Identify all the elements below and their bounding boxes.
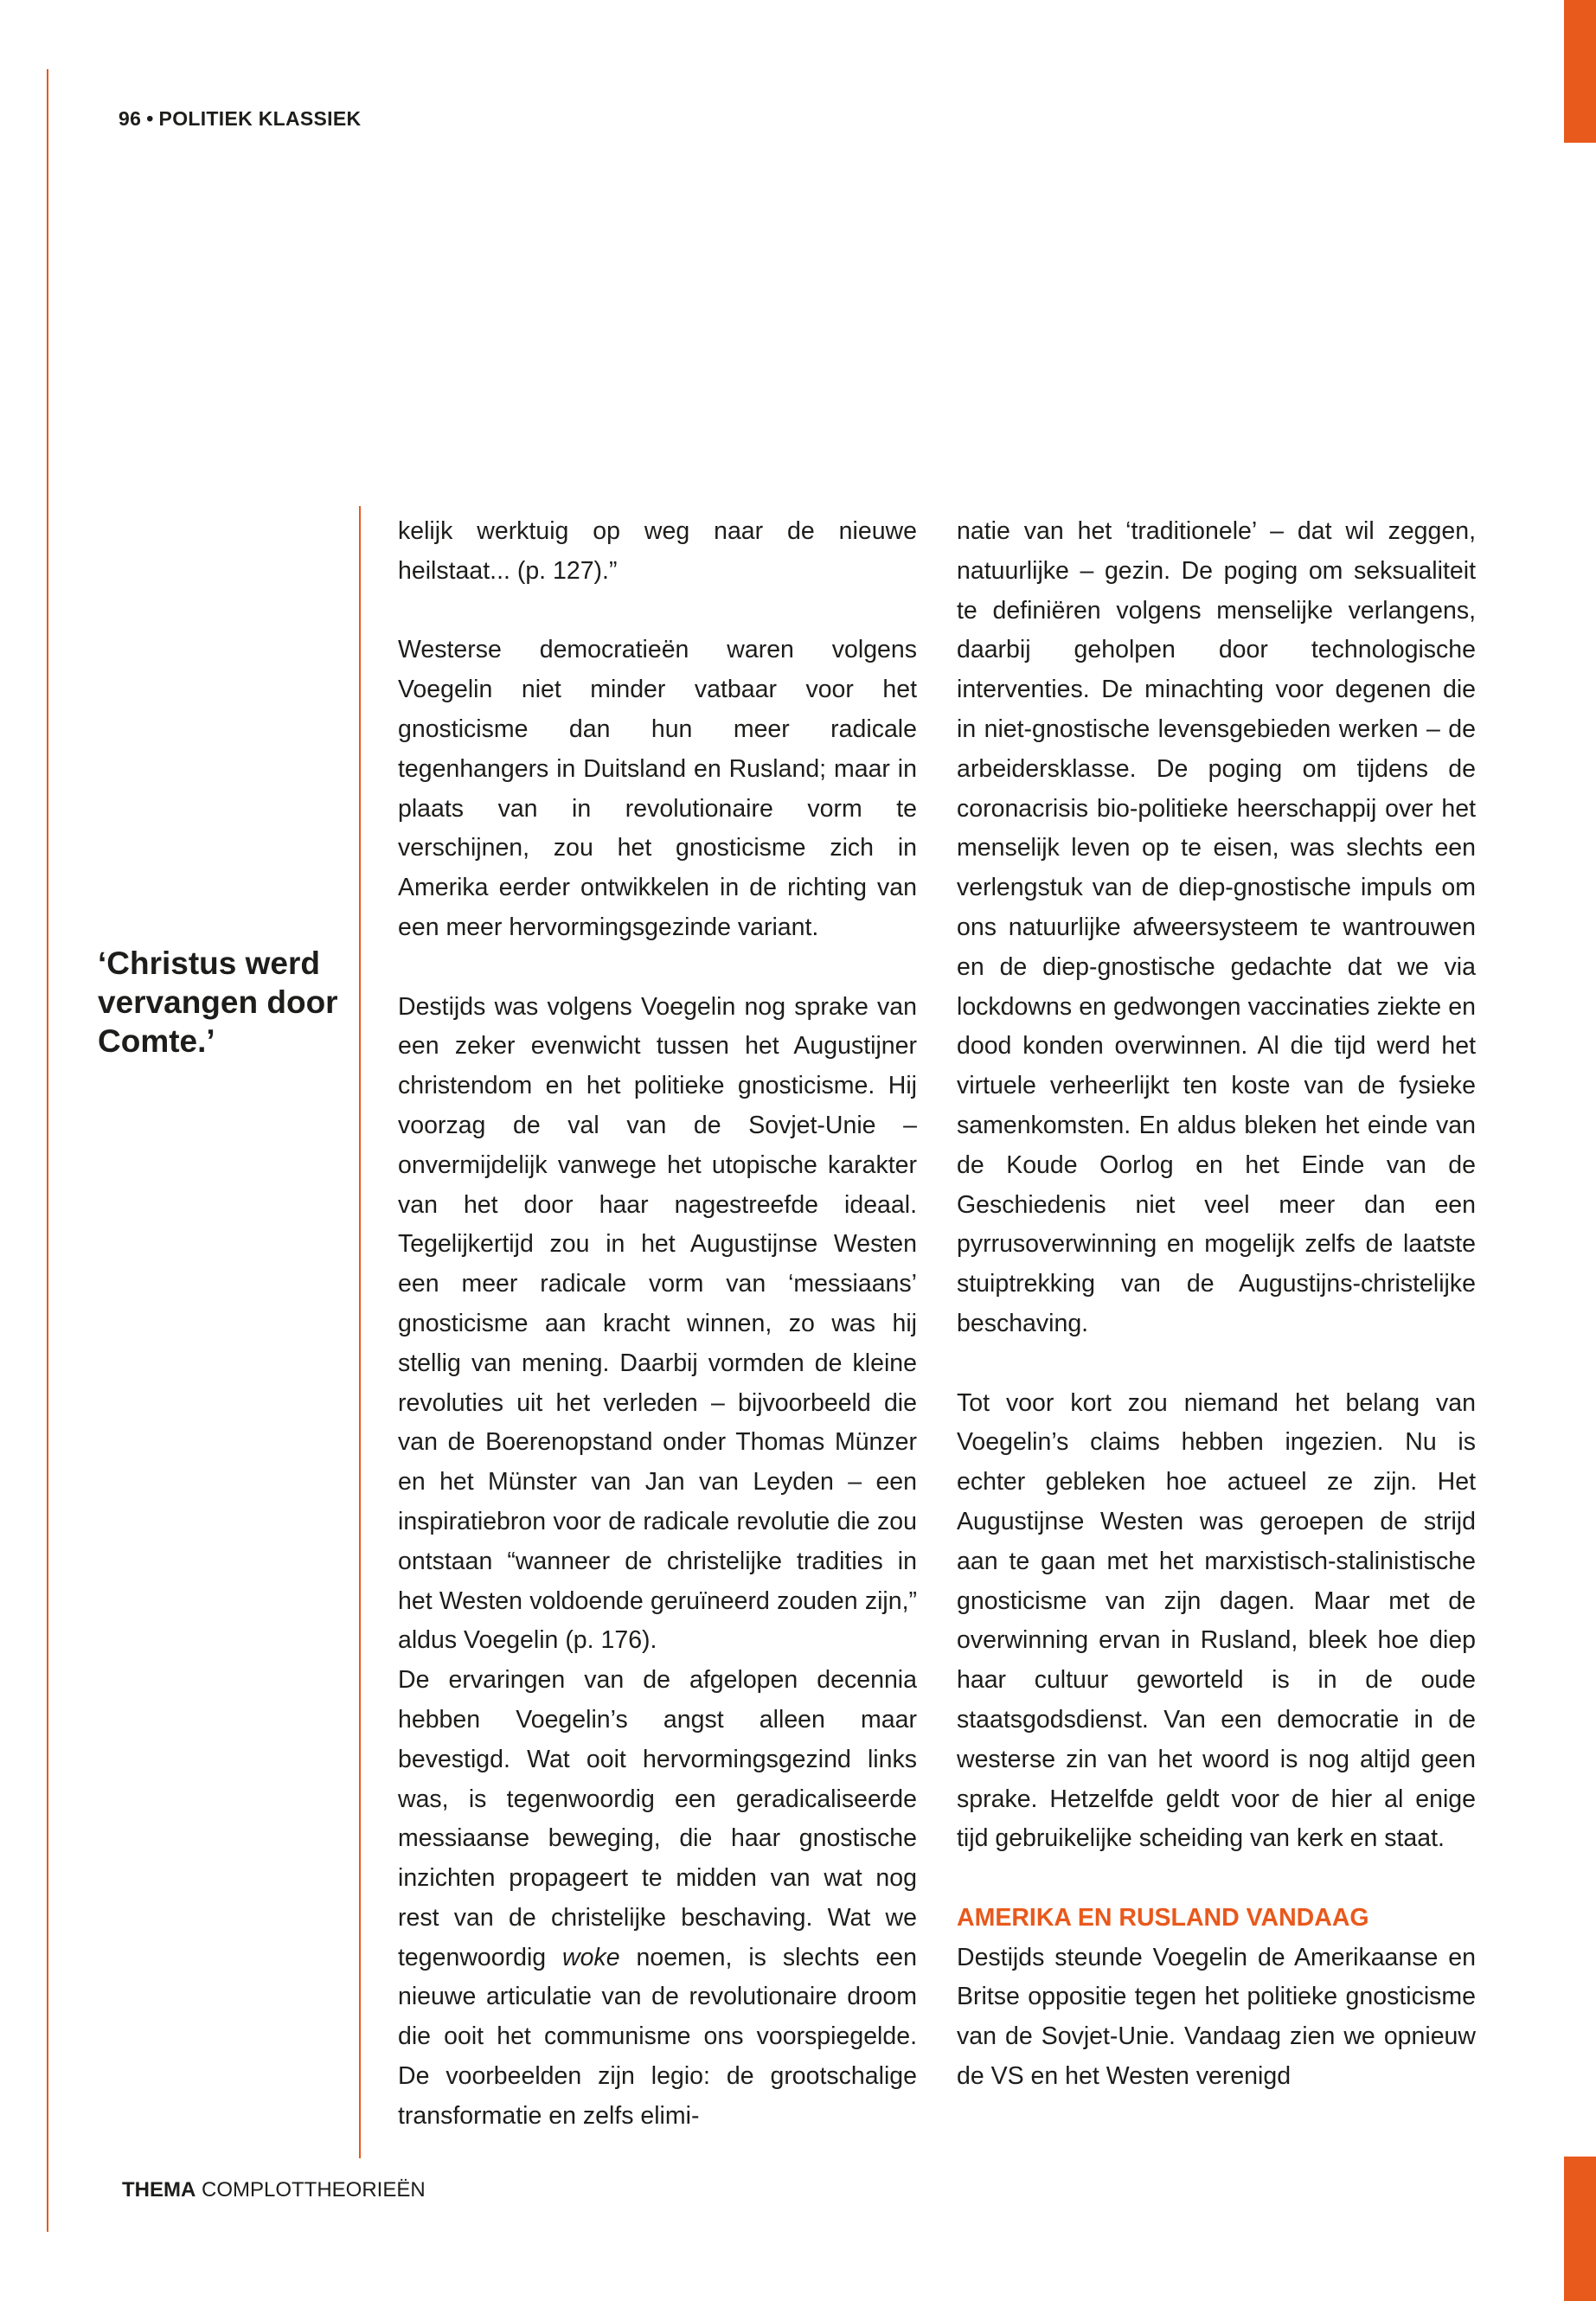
running-footer xyxy=(122,2178,426,2202)
page-tab-bottom xyxy=(1564,2157,1596,2301)
paragraph: Westerse democratieën waren volgens Voegelin niet minder vatbaar voor het gnosticisme dan hun meer radicale tegenhangers in Duitsland en Rusland; maar in plaats van in revolutionaire vorm te verschijnen, zou het gnosticisme zich in Amerika eerder ontwikkelen in de richting van een meer hervormingsgezinde variant. xyxy=(398,636,917,941)
paragraph xyxy=(398,1661,917,2137)
header-separator: • xyxy=(146,107,154,130)
paragraph-text: noemen, is slechts een nieuwe articulatie van de revolutionaire droom die ooit het communisme ons voorspiegelde. De voorbeelden zijn legio: de grootschalige transformatie en zelfs elimi- xyxy=(398,1943,917,2130)
page-tab-top xyxy=(1564,0,1596,143)
running-header xyxy=(119,107,361,131)
paragraph: Destijds was volgens Voegelin nog sprake van een zeker evenwicht tussen het Augustijner christendom en het politieke gnosticisme. Hij voorzag de val van de Sovjet-Unie – onvermijdelijk vanwege het utopische karakter van het door haar nagestreefde ideaal. Tegelijkertijd zou in het Augustijnse Westen een meer radicale vorm van ‘messiaans’ gnosticisme aan kracht winnen, zo was hij stellig van mening. Daarbij vormden de kleine revoluties uit het verleden – bijvoorbeeld die van de Boerenopstand onder Thomas Münzer en het Münster van Jan van Leyden – een inspiratiebron voor de radicale revolutie die zou ontstaan “wanneer de christelijke tradities in het Westen voldoende geruïneerd zouden zijn,” aldus Voegelin (p. 176). xyxy=(398,992,917,1655)
paragraph-text: De ervaringen van de afgelopen decennia hebben Voegelin’s angst alleen maar bevestigd. Wat ooit hervormingsgezind links was, is tegenwoordig een geradicaliseerde messiaanse beweging, die haar gnostische inzichten propageert te midden van wat nog rest van de christelijke beschaving. Wat we tegenwoordig xyxy=(398,1666,917,1971)
section-title: POLITIEK KLASSIEK xyxy=(158,107,362,130)
footer-topic: COMPLOTTHEORIEËN xyxy=(202,2178,426,2202)
text-column-1 xyxy=(398,512,917,2137)
text-column-2 xyxy=(957,512,1476,2097)
paragraph: kelijk werktuig op weg naar de nieuwe heilstaat... (p. 127).” xyxy=(398,517,917,585)
footer-thema: THEMA xyxy=(122,2178,196,2202)
paragraph: Destijds steunde Voegelin de Amerikaanse en Britse oppositie tegen het politieke gnosticisme van de Sovjet-Unie. Vandaag zien we opnieuw de VS en het Westen verenigd xyxy=(957,1943,1476,2091)
pull-quote: ‘Christus werd vervangen door Comte.’ xyxy=(98,945,338,1059)
paragraph: Tot voor kort zou niemand het belang van Voegelin’s claims hebben ingezien. Nu is echter gebleken hoe actueel ze zijn. Het Augustijnse Westen was geroepen de strijd aan te gaan met het marxistisch-stalinistische gnosticisme van zijn dagen. Maar met de overwinning ervan in Rusland, bleek hoe diep haar cultuur geworteld is in de oude staatsgodsdienst. Van een democratie in de westerse zin van het woord is nog altijd geen sprake. Hetzelfde geldt voor de hier al enige tijd gebruikelijke scheiding van kerk en staat. xyxy=(957,1388,1476,1853)
pull-quote-rule xyxy=(359,506,361,2158)
margin-rule xyxy=(47,69,48,2232)
page-number: 96 xyxy=(119,107,142,130)
paragraph: natie van het ‘traditionele’ – dat wil zeggen, natuurlijke – gezin. De poging om seksualiteit te definiëren volgens menselijke verlangens, daarbij geholpen door technologische interventies. De minachting voor degenen die in niet-gnostische levensgebieden werken – de arbeidersklasse. De poging om tijdens de coronacrisis bio-politieke heerschappij over het menselijk leven op te eisen, was slechts een verlengstuk van de diep-gnostische impuls om ons natuurlijke afweersysteem te wantrouwen en de diep-gnostische gedachte dat we via lockdowns en gedwongen vaccinaties ziekte en dood konden overwinnen. Al die tijd werd het virtuele verheerlijkt ten koste van de fysieke samenkomsten. En aldus bleken het einde van de Koude Oorlog en het Einde van de Geschiedenis niet veel meer dan een pyrrusoverwinning en mogelijk zelfs de laatste stuiptrekking van de Augustijns-christelijke beschaving. xyxy=(957,517,1476,1337)
section-subheading: AMERIKA EN RUSLAND VANDAAG xyxy=(957,1903,1369,1932)
italic-term: woke xyxy=(562,1943,620,1971)
